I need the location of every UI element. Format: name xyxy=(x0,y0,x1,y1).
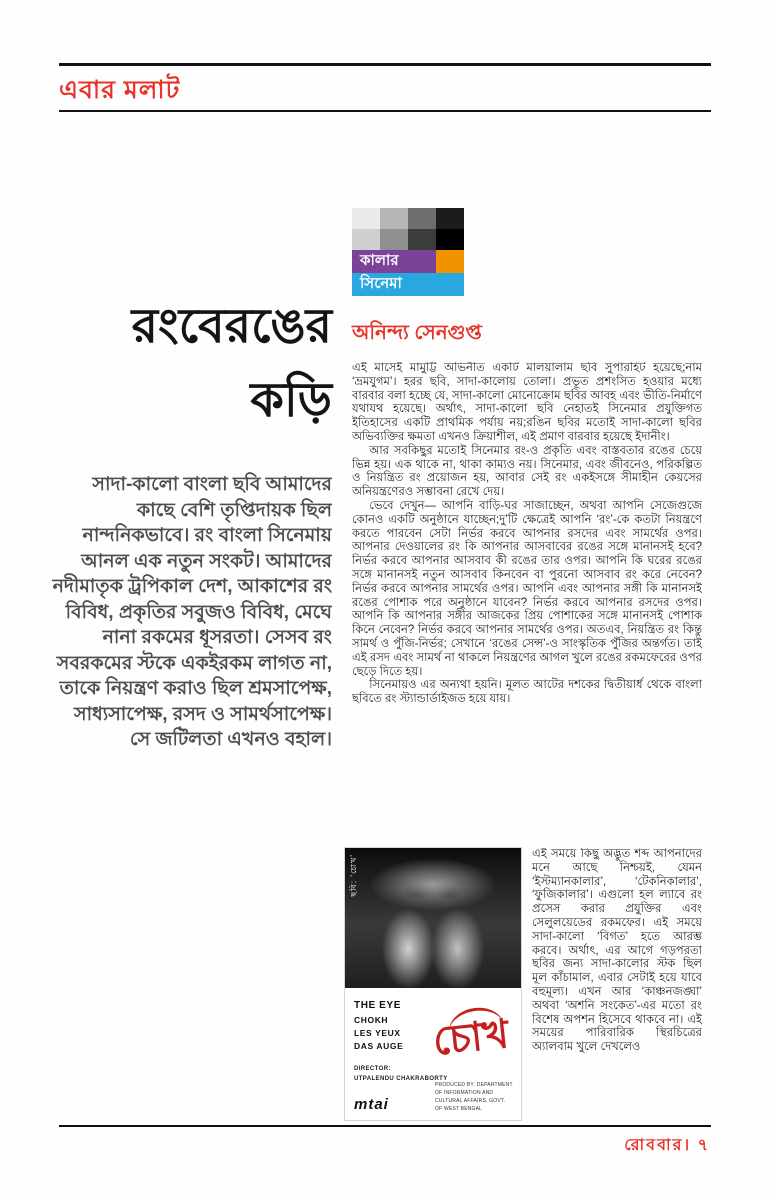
checker-cell xyxy=(380,229,408,250)
director-name: UTPALENDU CHAKRABORTY xyxy=(354,1076,448,1083)
logo-line1: কালার xyxy=(360,252,399,269)
poster-photo xyxy=(345,848,521,988)
logo-band-bottom xyxy=(352,273,464,296)
poster-title-en: THE EYE xyxy=(354,1000,401,1011)
checker-cell xyxy=(352,229,380,250)
poster-title-translit: CHOKH xyxy=(354,1014,389,1025)
article-body xyxy=(352,362,702,846)
poster-title-fr: LES YEUX xyxy=(354,1027,401,1038)
header-divider xyxy=(59,110,711,112)
poster-text-panel xyxy=(345,988,521,1120)
checker-cell xyxy=(436,208,464,229)
checker-cell xyxy=(408,229,436,250)
logo-band-top xyxy=(352,250,464,273)
body-paragraph: ভেবে দেখুন— আপনি বাড়ি-ঘর সাজাচ্ছেন, অথবা আপনি সেজেগুজে কোনও একটি অনুষ্ঠানে যাচ্ছেন;দু’টি ক্ষেত্রেই আপনি ‘রং’-কে কতটা নিয়ন্ত্রণে করতে পারবেন সেটা নির্ভর করবে আপনার রসদের এবং সামর্থের ওপর। আপনার দেওয়ালের রং কি আপনার আসবাবের রঙের সঙ্গে মানানসই হবে? নির্ভর করবে আপনার আসবাব কী রঙের তার ওপর। আপনি কি ঘরের রঙের সঙ্গে মানানসই নতুন আসবাব কিনবেন বা পুরনো আসবাব রং করে নেবেন? নির্ভর করবে আপনার সামর্থের ওপর। আপনি এবং আপনার সঙ্গী কি মানানসই রঙের পোশাক পরে অনুষ্ঠানে যাবেন? নির্ভর করবে আপনার রসদের ওপর। আপনি কি আপনার সঙ্গীর আজকের প্রিয় পোশাকের সঙ্গে মানানসই পোশাক কিনে নেবেন? নির্ভর করবে আপনার সামর্থের ওপর। অতএব, নিয়ন্ত্রিত রং কিন্তু সামর্থ ও পুঁজি-নির্ভর; সেখানে ‘রঙের সেন্স’-ও সাংস্কৃতিক পুঁজির অন্তর্গত। তাই এই রসদ এবং সামর্থ না থাকলে নিয়ন্ত্রণের আগল খুলে রঙের রকমফেরের ওপর ছেড়ে দিতে হয়। xyxy=(352,499,702,678)
logo-word-cinema xyxy=(352,273,464,296)
article-headline: রংবেরঙের কড়ি xyxy=(131,300,332,428)
page-number-label: রোববার। ৭ xyxy=(624,1137,710,1154)
poster-title-stack xyxy=(354,998,403,1053)
poster-title-de: DAS AUGE xyxy=(354,1040,404,1051)
poster-producer-text: PRODUCED BY: DEPARTMENT OF INFORMATION AND CULTURAL AFFAIRS, GOVT. OF WEST BENGAL xyxy=(435,1082,513,1112)
logo-line2: সিনেমা xyxy=(360,275,402,292)
checker-cell xyxy=(436,229,464,250)
checker-cell xyxy=(408,208,436,229)
logo-orange-cell xyxy=(436,250,464,273)
author-byline: অনিন্দ্য সেনগুপ্ত xyxy=(352,322,482,344)
checker-cell xyxy=(380,208,408,229)
color-cinema-logo xyxy=(352,208,464,296)
body-paragraph: এই মাসেই মামুট্টি অভিনীত একটি মালয়ালাম ছবি সুপারহিট হয়েছে;নাম ‘ভ্রমযুগম’। হরর ছবি, সাদা-কালোয় তোলা। প্রভূত প্রশংসিত হওয়ার মধ্যে বারবার বলা হচ্ছে যে, সাদা-কালো মোনোক্রোম ছবির আবহ এবং ভীতি-নির্মাণে যথাযথ হয়েছে। অর্থাৎ, সাদা-কালো ছবি নেহাতই সিনেমার প্রযুক্তিগত ইতিহাসের একটি প্রাথমিক পর্যায় নয়;রঙিন ছবির মতোই সাদা-কালো ছবির অভিব্যক্তির ক্ষমতা এখনও ক্রিয়াশীল, এই প্রমাণ বারবার হয়েছে ইদানীং। xyxy=(352,362,702,443)
body-paragraph: সিনেমায়ও এর অন্যথা হয়নি। মূলত আটের দশকের দ্বিতীয়ার্ধ থেকে বাংলা ছবিতে রং স্ট্যান্ডার্ডাইজড হয়ে যায়। xyxy=(352,679,702,706)
article-lede: সাদা-কালো বাংলা ছবি আমাদের কাছে বেশি তৃপ্তিদায়ক ছিল নান্দনিকভাবে। রং বাংলা সিনেমায় আনল এক নতুন সংকট। আমাদের নদীমাতৃক ট্রপিকাল দেশ, আকাশের রং বিবিধ, প্রকৃতির সবুজও বিবিধ, মেঘে নানা রকমের ধূসরতা। সেসব রং সবরকমের স্টকে একইরকম লাগত না, তাকে নিয়ন্ত্রণ করাও ছিল শ্রমসাপেক্ষ, সাধ্যসাপেক্ষ, রসদ ও সামর্থসাপেক্ষ। সে জটিলতা এখনও বহাল। xyxy=(52,474,332,750)
body-paragraph: এই সময়ে কিছু অদ্ভুত শব্দ আপনাদের মনে আছে নিশ্চয়ই, যেমন ‘ইস্টম্যানকালার’, ‘টেকনিকালার’, ‘ফুজিকালার’। এগুলো হল ল্যাবে রং প্রসেস করার প্রযুক্তির এবং সেলুলয়েডের রকমফের। এই সময়ে সাদা-কালো ‘বিগত’ হতে আরম্ভ করবে। অর্থাৎ, এর আগে গড়পরতা ছবির জন্য সাদা-কালোর স্টক ছিল মূল কাঁচামাল, এবার সেটাই হয়ে যাবে বহুমূল্য। এখন আর ‘কাঞ্চনজঙ্ঘা’ অথবা ‘অশনি সংকেত’-এর মতো রং বিশেষ অপশন হিসেবে থাকবে না। এই সময়ের পারিবারিক স্থিরচিত্রের অ্যালবাম খুলে দেখলেও xyxy=(532,848,702,1054)
checker-cell xyxy=(352,208,380,229)
top-divider xyxy=(59,63,711,66)
section-label: এবার মলাট xyxy=(59,76,181,104)
grayscale-checker-icon xyxy=(352,208,464,250)
director-label: DIRECTOR: xyxy=(354,1066,391,1072)
logo-word-color xyxy=(352,250,436,273)
poster-bengali-title: চোখ xyxy=(431,1012,512,1064)
poster-director-credit xyxy=(354,1064,448,1084)
body-paragraph: আর সবকিছুর মতোই সিনেমার রং-ও প্রকৃতি এবং বাস্তবতার রঙের চেয়ে ভিন্ন হয়। এক থাকে না, থাকা কাম্যও নয়। সিনেমার, এবং জীবনেও, পরিকল্পিত ও নিয়ন্ত্রিত রং প্রয়োজন হয়, আবার সেই রং একইসঙ্গে সীমাহীন কেয়সের অনিয়ন্ত্রণেরও সম্ভাবনা রেখে দেয়। xyxy=(352,444,702,499)
footer-divider xyxy=(59,1125,711,1127)
article-body-wrap xyxy=(532,848,702,1124)
poster-side-credit: ছবি: ‘চোখ’ xyxy=(349,854,358,897)
film-poster xyxy=(345,848,521,1120)
poster-logo-mark: mtai xyxy=(354,1096,389,1113)
